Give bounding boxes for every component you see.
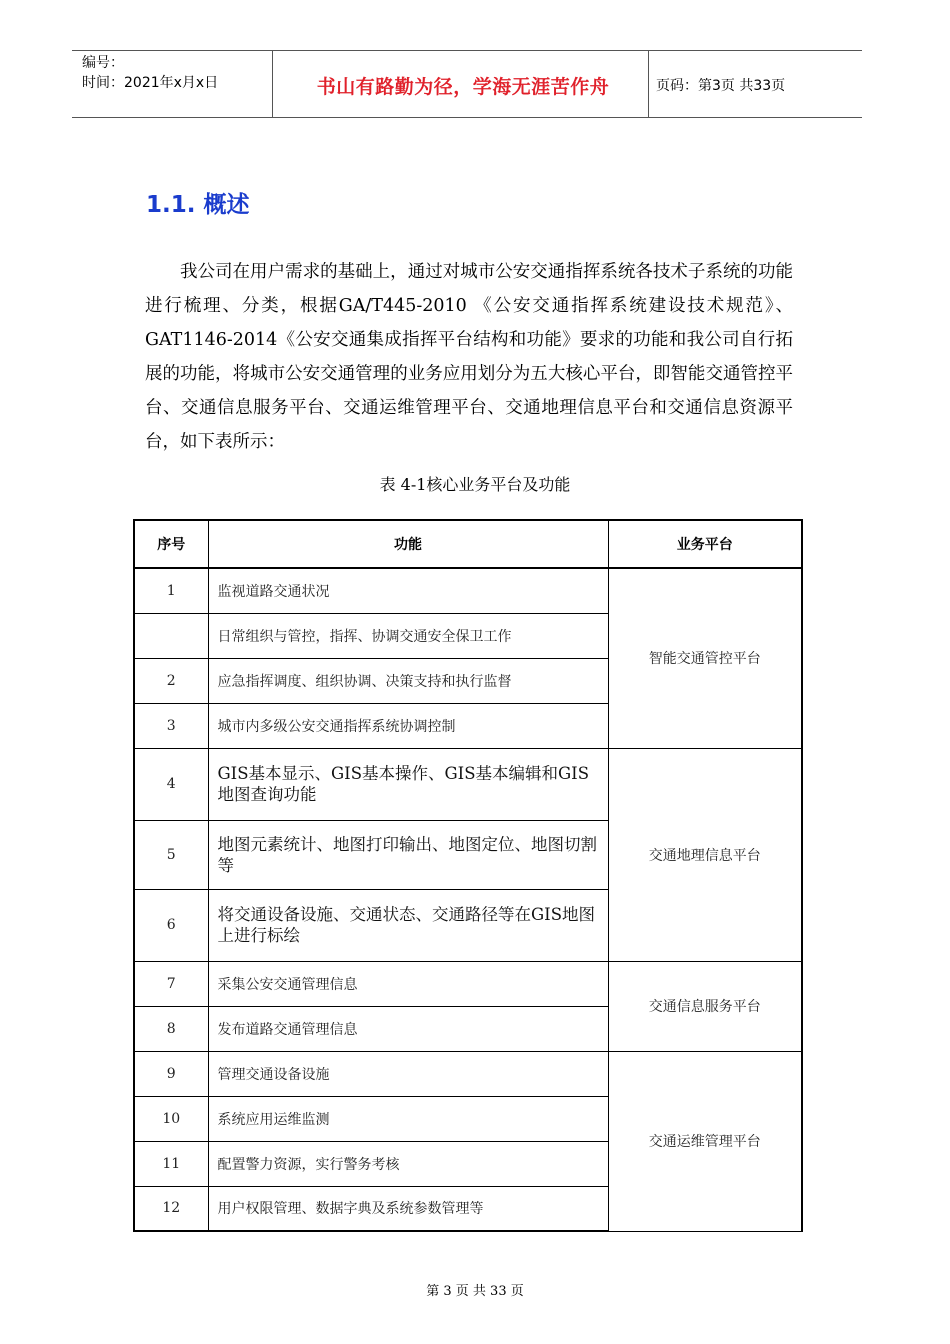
page-footer: 第 3 页 共 33 页 [426, 1284, 524, 1299]
row-seq: 2 [134, 658, 208, 703]
row-function: GIS基本显示、GIS基本操作、GIS基本编辑和GIS地图查询功能 [208, 748, 608, 820]
header-meta [82, 53, 218, 93]
body-paragraph: 我公司在用户需求的基础上，通过对城市公安交通指挥系统各技术子系统的功能进行梳理、分类，根据GA/T445-2010 《公安交通指挥系统建设技术规范》、GAT1146-2014《公安交通集成指挥平台结构和功能》要求的功能和我公司自行拓展的功能，将城市公安交通管理的业务应用划分为五大核心平台，即智能交通管控平台、交通信息服务平台、交通运维管理平台、交通地理信息平台和交通信息资源平台，如下表所示： [145, 262, 793, 452]
header-divider [272, 50, 273, 117]
row-seq: 8 [134, 1006, 208, 1051]
row-function: 用户权限管理、数据字典及系统参数管理等 [208, 1186, 608, 1231]
platform-function-table [133, 519, 803, 1232]
header-motto: 书山有路勤为径，学海无涯苦作舟 [316, 76, 610, 98]
section-title: 1.1. 概述 [146, 192, 250, 218]
column-header-function: 功能 [208, 520, 608, 568]
header-page-number: 页码：第3页 共33页 [656, 78, 786, 94]
row-function: 配置警力资源，实行警务考核 [208, 1141, 608, 1186]
row-seq: 7 [134, 961, 208, 1006]
row-function: 地图元素统计、地图打印输出、地图定位、地图切割等 [208, 820, 608, 889]
table-row [134, 1051, 802, 1096]
platform-cell: 交通信息服务平台 [608, 961, 802, 1051]
platform-cell: 交通运维管理平台 [608, 1051, 802, 1231]
row-seq: 3 [134, 703, 208, 748]
table-caption: 表 4-1核心业务平台及功能 [379, 475, 571, 494]
row-seq: 1 [134, 568, 208, 613]
table-row [134, 748, 802, 820]
row-function: 采集公安交通管理信息 [208, 961, 608, 1006]
row-seq: 6 [134, 889, 208, 961]
header-top-rule [72, 50, 862, 51]
table-header-row [134, 520, 802, 568]
row-function: 监视道路交通状况 [208, 568, 608, 613]
header-bottom-rule [72, 117, 862, 118]
header-divider [648, 50, 649, 117]
row-seq [134, 613, 208, 658]
document-time-label: 时间：2021年x月x日 [82, 75, 219, 91]
column-header-seq: 序号 [134, 520, 208, 568]
row-seq: 10 [134, 1096, 208, 1141]
platform-cell: 智能交通管控平台 [608, 568, 802, 748]
row-function: 应急指挥调度、组织协调、决策支持和执行监督 [208, 658, 608, 703]
row-function: 城市内多级公安交通指挥系统协调控制 [208, 703, 608, 748]
row-seq: 5 [134, 820, 208, 889]
row-function: 日常组织与管控，指挥、协调交通安全保卫工作 [208, 613, 608, 658]
row-function: 系统应用运维监测 [208, 1096, 608, 1141]
row-seq: 12 [134, 1186, 208, 1231]
platform-cell: 交通地理信息平台 [608, 748, 802, 961]
row-seq: 11 [134, 1141, 208, 1186]
document-number-label: 编号： [82, 55, 124, 71]
row-function: 管理交通设备设施 [208, 1051, 608, 1096]
column-header-platform: 业务平台 [608, 520, 802, 568]
table-row [134, 568, 802, 613]
row-seq: 9 [134, 1051, 208, 1096]
table-row [134, 961, 802, 1006]
row-seq: 4 [134, 748, 208, 820]
row-function: 发布道路交通管理信息 [208, 1006, 608, 1051]
row-function: 将交通设备设施、交通状态、交通路径等在GIS地图上进行标绘 [208, 889, 608, 961]
